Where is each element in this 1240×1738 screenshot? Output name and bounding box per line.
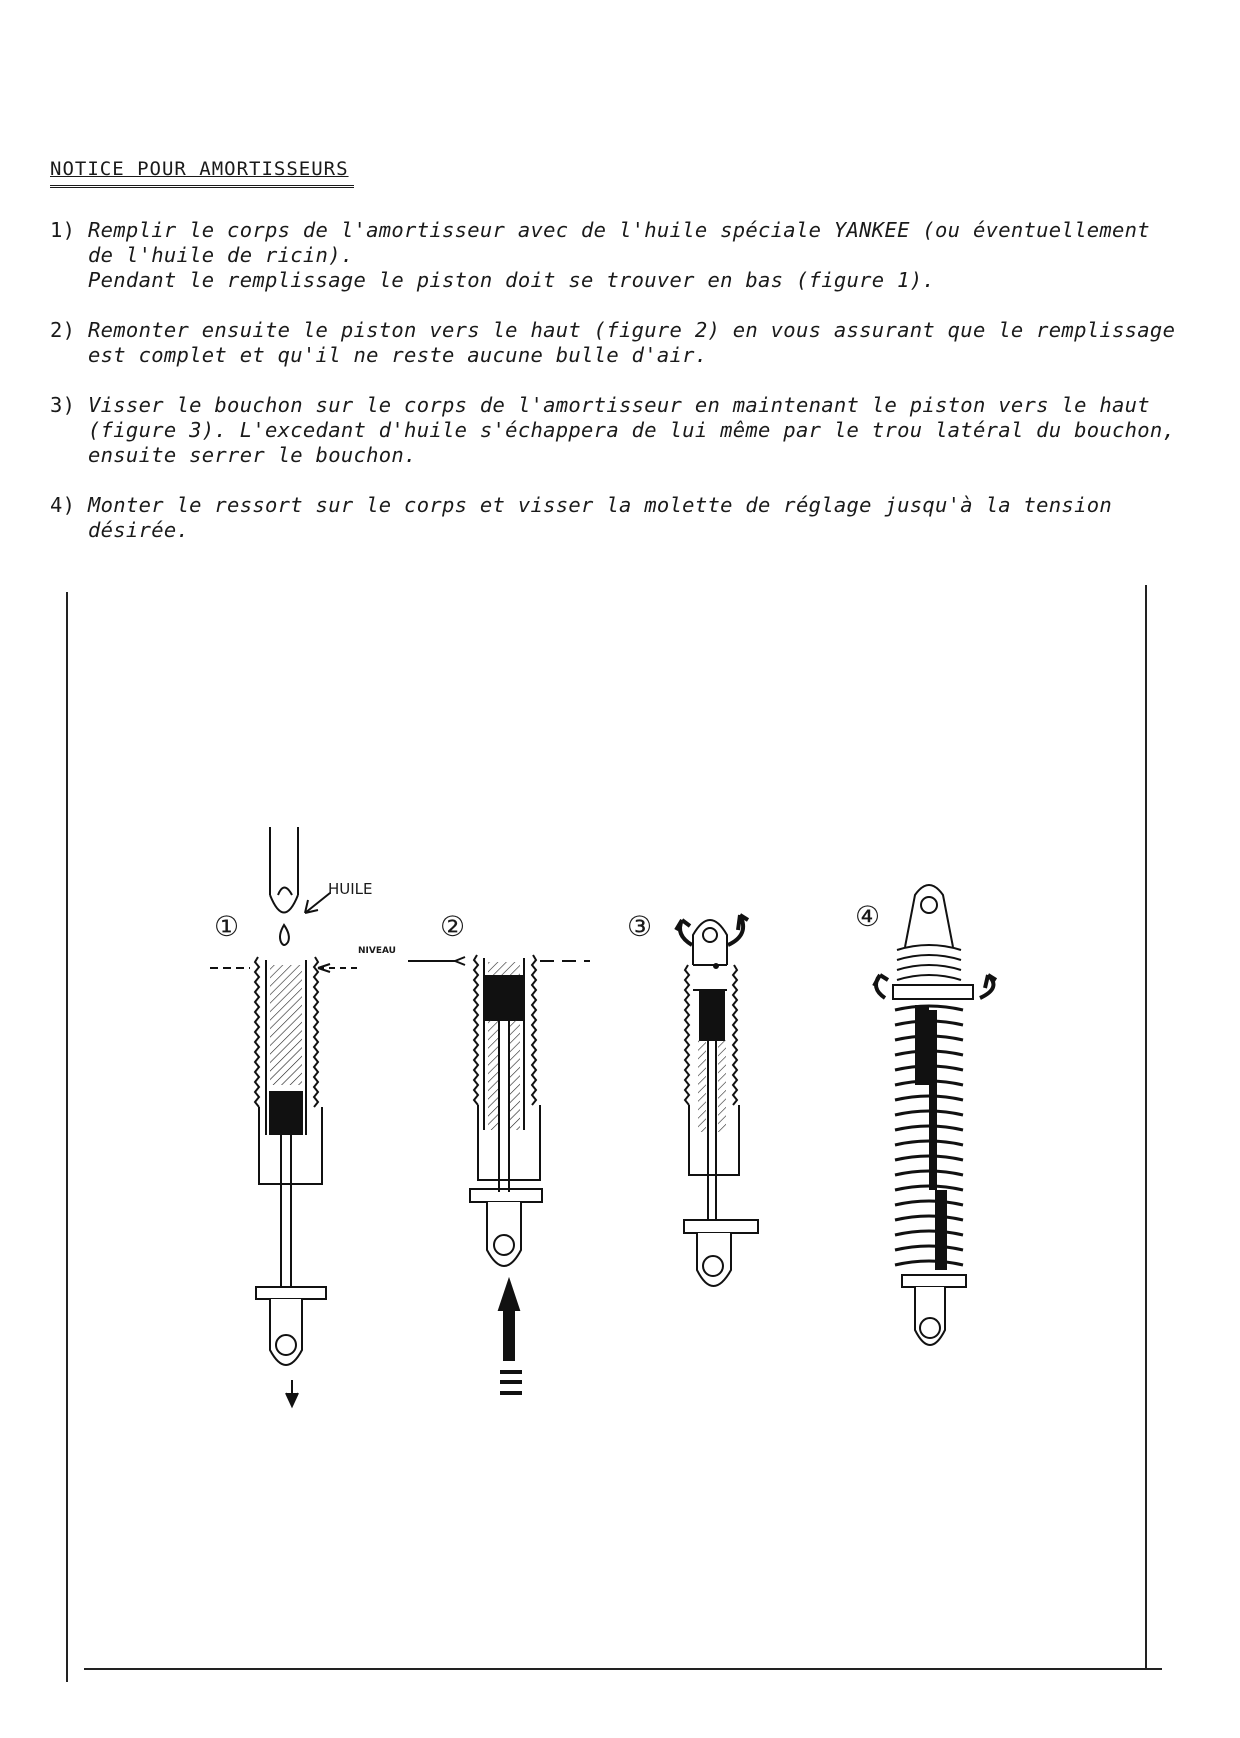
figure-4-number: ④ bbox=[855, 900, 881, 933]
instruction-4-number: 4) bbox=[50, 493, 76, 517]
level-label: NIVEAU bbox=[358, 946, 396, 956]
figure-3-shock bbox=[676, 915, 758, 1286]
adjust-left-arrow-icon bbox=[874, 975, 888, 998]
oil-label: HUILE bbox=[328, 880, 373, 898]
figure-2-number: ② bbox=[440, 910, 466, 943]
instruction-3-number: 3) bbox=[50, 393, 76, 417]
figure-1-number: ① bbox=[214, 910, 240, 943]
instruction-1-number: 1) bbox=[50, 218, 76, 242]
instruction-2-number: 2) bbox=[50, 318, 76, 342]
instruction-4-text: Monter le ressort sur le corps et visser la molette de réglage jusqu'à la tension désirée. bbox=[88, 493, 1113, 542]
push-up-arrow-icon bbox=[499, 1280, 519, 1360]
oil-arrow-icon bbox=[305, 893, 330, 913]
document-title: NOTICE POUR AMORTISSEURS bbox=[50, 158, 349, 180]
adjust-right-arrow-icon bbox=[980, 975, 996, 998]
pull-down-arrow-icon bbox=[286, 1380, 298, 1406]
figure-3-number: ③ bbox=[627, 910, 653, 943]
instruction-2-text: Remonter ensuite le piston vers le haut (figure 2) en vous assurant que le remplissage est complet et qu'il ne reste aucune bulle d'air. bbox=[88, 318, 1176, 367]
screw-left-arrow-icon bbox=[676, 920, 692, 945]
figure-2-shock bbox=[408, 955, 590, 1393]
figure-4-shock bbox=[874, 885, 996, 1345]
spring-coils bbox=[895, 1005, 963, 1270]
instruction-1-text: Remplir le corps de l'amortisseur avec de l'huile spéciale YANKEE (ou éventuellement de l'huile de ricin). Pendant le remplissage le piston doit se trouver en bas (figure 1). bbox=[88, 218, 1150, 292]
screw-right-arrow-icon bbox=[728, 915, 748, 945]
oil-bottle-icon bbox=[270, 827, 298, 945]
instruction-3-text: Visser le bouchon sur le corps de l'amortisseur en maintenant le piston vers le haut (figure 3). L'excedant d'huile s'échappera de lui même par le trou latéral du bouchon, ensuite serrer le bouchon. bbox=[88, 393, 1176, 467]
